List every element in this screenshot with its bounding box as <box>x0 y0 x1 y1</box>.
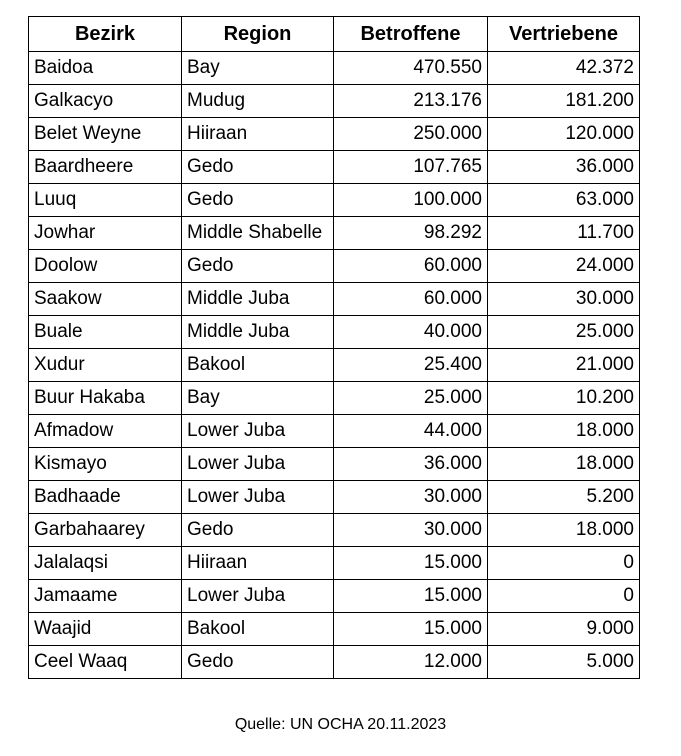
table-row <box>29 217 640 250</box>
table-row <box>29 52 640 85</box>
cell-vertriebene: 18.000 <box>488 514 640 547</box>
table-row <box>29 448 640 481</box>
cell-betroffene: 15.000 <box>334 580 488 613</box>
table-row <box>29 415 640 448</box>
header-region: Region <box>182 17 334 52</box>
cell-vertriebene: 36.000 <box>488 151 640 184</box>
cell-region: Bakool <box>182 613 334 646</box>
cell-vertriebene: 10.200 <box>488 382 640 415</box>
header-bezirk: Bezirk <box>29 17 182 52</box>
cell-region: Hiiraan <box>182 547 334 580</box>
cell-vertriebene: 30.000 <box>488 283 640 316</box>
cell-region: Mudug <box>182 85 334 118</box>
cell-vertriebene: 5.200 <box>488 481 640 514</box>
cell-betroffene: 60.000 <box>334 283 488 316</box>
header-vertriebene: Vertriebene <box>488 17 640 52</box>
table-row <box>29 646 640 679</box>
cell-betroffene: 98.292 <box>334 217 488 250</box>
cell-bezirk: Garbahaarey <box>29 514 182 547</box>
cell-vertriebene: 25.000 <box>488 316 640 349</box>
cell-vertriebene: 63.000 <box>488 184 640 217</box>
cell-region: Gedo <box>182 184 334 217</box>
cell-bezirk: Afmadow <box>29 415 182 448</box>
table-row <box>29 481 640 514</box>
cell-betroffene: 15.000 <box>334 613 488 646</box>
table-row <box>29 316 640 349</box>
table-header <box>29 17 640 52</box>
cell-vertriebene: 24.000 <box>488 250 640 283</box>
table-row <box>29 514 640 547</box>
cell-region: Bay <box>182 52 334 85</box>
cell-bezirk: Jowhar <box>29 217 182 250</box>
cell-bezirk: Baidoa <box>29 52 182 85</box>
cell-bezirk: Jalalaqsi <box>29 547 182 580</box>
cell-bezirk: Belet Weyne <box>29 118 182 151</box>
cell-bezirk: Galkacyo <box>29 85 182 118</box>
cell-bezirk: Luuq <box>29 184 182 217</box>
cell-bezirk: Xudur <box>29 349 182 382</box>
cell-bezirk: Ceel Waaq <box>29 646 182 679</box>
cell-region: Bakool <box>182 349 334 382</box>
cell-region: Lower Juba <box>182 415 334 448</box>
cell-bezirk: Doolow <box>29 250 182 283</box>
cell-vertriebene: 5.000 <box>488 646 640 679</box>
cell-betroffene: 36.000 <box>334 448 488 481</box>
cell-bezirk: Badhaade <box>29 481 182 514</box>
cell-bezirk: Jamaame <box>29 580 182 613</box>
cell-bezirk: Buale <box>29 316 182 349</box>
cell-region: Bay <box>182 382 334 415</box>
cell-region: Gedo <box>182 514 334 547</box>
table-row <box>29 85 640 118</box>
table-body <box>29 52 640 679</box>
cell-vertriebene: 11.700 <box>488 217 640 250</box>
cell-vertriebene: 0 <box>488 547 640 580</box>
cell-region: Hiiraan <box>182 118 334 151</box>
cell-betroffene: 107.765 <box>334 151 488 184</box>
table-row <box>29 151 640 184</box>
cell-bezirk: Kismayo <box>29 448 182 481</box>
cell-region: Lower Juba <box>182 448 334 481</box>
cell-region: Gedo <box>182 250 334 283</box>
cell-betroffene: 30.000 <box>334 481 488 514</box>
cell-vertriebene: 21.000 <box>488 349 640 382</box>
cell-region: Middle Shabelle <box>182 217 334 250</box>
header-betroffene: Betroffene <box>334 17 488 52</box>
cell-bezirk: Baardheere <box>29 151 182 184</box>
cell-betroffene: 30.000 <box>334 514 488 547</box>
cell-betroffene: 60.000 <box>334 250 488 283</box>
cell-betroffene: 15.000 <box>334 547 488 580</box>
table-row <box>29 580 640 613</box>
cell-bezirk: Buur Hakaba <box>29 382 182 415</box>
cell-vertriebene: 42.372 <box>488 52 640 85</box>
cell-region: Lower Juba <box>182 481 334 514</box>
cell-betroffene: 25.400 <box>334 349 488 382</box>
table-row <box>29 118 640 151</box>
table-row <box>29 184 640 217</box>
table-row <box>29 382 640 415</box>
cell-betroffene: 12.000 <box>334 646 488 679</box>
header-row <box>29 17 640 52</box>
cell-region: Lower Juba <box>182 580 334 613</box>
table-row <box>29 250 640 283</box>
cell-bezirk: Saakow <box>29 283 182 316</box>
cell-betroffene: 250.000 <box>334 118 488 151</box>
cell-betroffene: 44.000 <box>334 415 488 448</box>
cell-region: Middle Juba <box>182 283 334 316</box>
cell-betroffene: 213.176 <box>334 85 488 118</box>
table-row <box>29 547 640 580</box>
cell-region: Middle Juba <box>182 316 334 349</box>
cell-vertriebene: 18.000 <box>488 415 640 448</box>
cell-vertriebene: 120.000 <box>488 118 640 151</box>
cell-vertriebene: 9.000 <box>488 613 640 646</box>
table-row <box>29 283 640 316</box>
displacement-table <box>28 16 640 679</box>
table-row <box>29 613 640 646</box>
cell-bezirk: Waajid <box>29 613 182 646</box>
source-caption: Quelle: UN OCHA 20.11.2023 <box>234 716 447 733</box>
cell-vertriebene: 181.200 <box>488 85 640 118</box>
table-row <box>29 349 640 382</box>
cell-betroffene: 25.000 <box>334 382 488 415</box>
cell-betroffene: 40.000 <box>334 316 488 349</box>
cell-region: Gedo <box>182 646 334 679</box>
cell-betroffene: 470.550 <box>334 52 488 85</box>
cell-vertriebene: 18.000 <box>488 448 640 481</box>
cell-betroffene: 100.000 <box>334 184 488 217</box>
cell-vertriebene: 0 <box>488 580 640 613</box>
cell-region: Gedo <box>182 151 334 184</box>
